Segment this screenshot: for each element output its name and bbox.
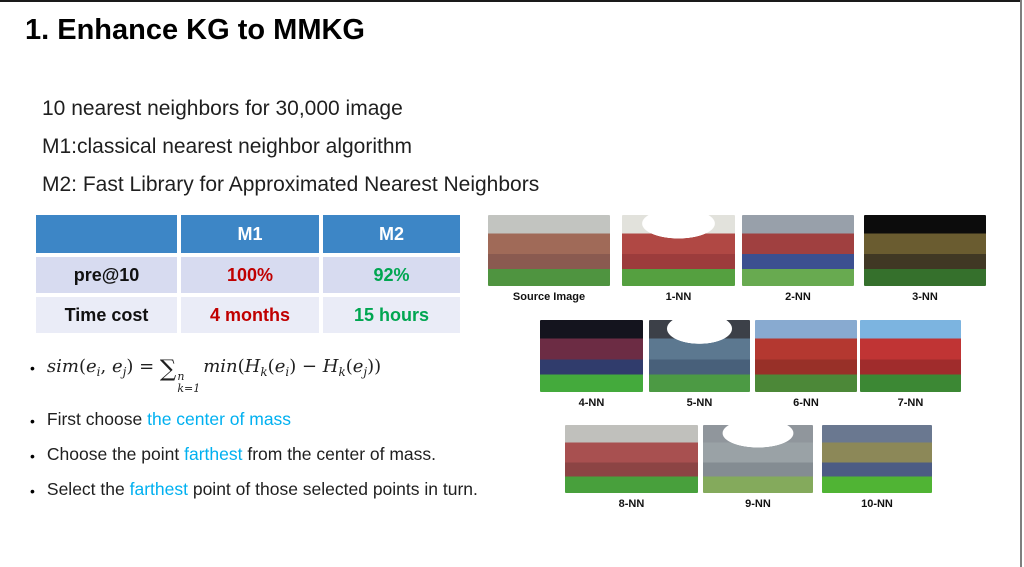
bullet-text (47, 409, 291, 432)
thumbnail-9-nn (703, 425, 813, 510)
bullet-item-2 (28, 409, 542, 432)
thumbnail-6-nn (755, 320, 857, 409)
table-header-m1: M1 (181, 215, 319, 253)
thumbnail-source-image (488, 215, 610, 303)
stadium-image (540, 320, 643, 392)
table-header-empty (36, 215, 177, 253)
plain-text: point of those selected points in turn. (187, 479, 478, 500)
thumbnail-caption: 2-NN (785, 291, 811, 303)
gallery-row-1 (488, 215, 986, 303)
window-top-border (0, 0, 1020, 2)
bullet-dot: • (30, 483, 35, 500)
thumbnail-caption: Source Image (512, 291, 586, 303)
stadium-image (755, 320, 857, 392)
thumbnail-caption: 3-NN (912, 291, 938, 303)
intro-text-block (42, 90, 539, 204)
bullet-text (47, 479, 478, 502)
thumbnail-5-nn (649, 320, 750, 409)
intro-line-3: M2: Fast Library for Approximated Nearest Neighbors (42, 173, 540, 196)
bullet-dot: • (30, 448, 35, 465)
thumbnail-7-nn (860, 320, 961, 409)
highlighted-text: farthest (129, 479, 188, 500)
intro-line-2: M1:classical nearest neighbor algorithm (42, 135, 413, 158)
table-cell-timecost-m2: 15 hours (323, 297, 460, 333)
bullet-dot: • (30, 360, 35, 376)
gallery-row-2 (540, 320, 961, 409)
thumbnail-1-nn (622, 215, 735, 303)
slide-title: 1. Enhance KG to MMKG (25, 14, 365, 46)
stadium-image (649, 320, 750, 392)
thumbnail-8-nn (565, 425, 698, 510)
plain-text: First choose (46, 409, 148, 430)
similarity-formula-bullet (28, 356, 542, 394)
thumbnail-3-nn (864, 215, 986, 303)
table-cell-pre10-m2: 92% (323, 257, 460, 293)
thumbnail-caption: 6-NN (793, 397, 819, 409)
comparison-table (36, 215, 460, 333)
plain-text: Select the (46, 479, 130, 500)
thumbnail-caption: 7-NN (897, 397, 924, 409)
thumbnail-caption: 8-NN (618, 498, 645, 510)
stadium-image (703, 425, 813, 493)
bullet-item-4 (28, 479, 542, 502)
similarity-formula: $sim(e_i$, $e_j$) = ∑ n k=1 $\min(H_k(e_i) - H_k(e_j))$ (46, 356, 382, 395)
thumbnail-caption: 1-NN (665, 291, 692, 303)
stadium-image (488, 215, 610, 286)
highlighted-text: the center of mass (147, 409, 292, 430)
gallery-row-3 (565, 425, 932, 510)
bullet-dot: • (30, 413, 35, 430)
highlighted-text: farthest (184, 444, 243, 465)
stadium-image (822, 425, 932, 493)
thumbnail-caption: 9-NN (745, 498, 771, 510)
bullet-list (28, 356, 542, 514)
table-header-m2: M2 (323, 215, 460, 253)
sum-limits: n k=1 (177, 370, 201, 395)
plain-text: from the center of mass. (242, 444, 437, 465)
thumbnail-2-nn (742, 215, 854, 303)
plain-text: Choose the point (46, 444, 185, 465)
thumbnail-caption: 10-NN (861, 498, 893, 510)
bullet-item-3 (28, 444, 542, 467)
stadium-image (565, 425, 698, 493)
thumbnail-10-nn (822, 425, 932, 510)
slide-right-edge (1020, 0, 1022, 567)
stadium-image (742, 215, 854, 286)
table-cell-timecost-m1: 4 months (181, 297, 319, 333)
table-row-label-timecost: Time cost (36, 297, 177, 333)
table-row-label-pre10: pre@10 (36, 257, 177, 293)
stadium-image (622, 215, 735, 286)
bullet-text (47, 444, 436, 467)
thumbnail-caption: 5-NN (686, 397, 713, 409)
thumbnail-caption: 4-NN (578, 397, 605, 409)
thumbnail-4-nn (540, 320, 643, 409)
table-cell-pre10-m1: 100% (181, 257, 319, 293)
intro-line-1: 10 nearest neighbors for 30,000 image (42, 97, 403, 120)
stadium-image (864, 215, 986, 286)
stadium-image (860, 320, 961, 392)
